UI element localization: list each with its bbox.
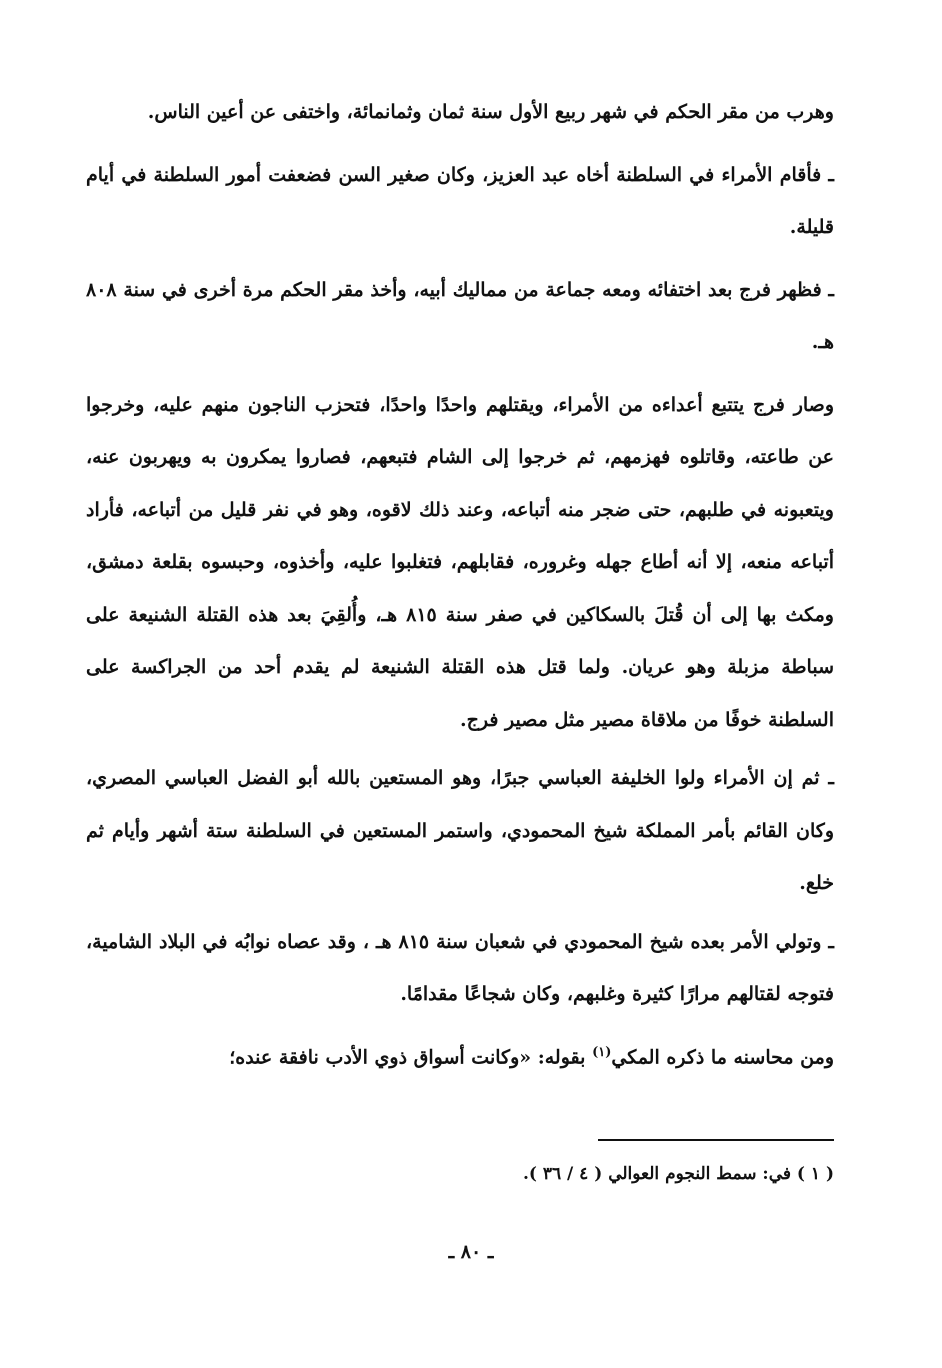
page-body xyxy=(86,86,834,1083)
paragraph-1: وهرب من مقر الحكم في شهر ربيع الأول سنة ثمان وثمانمائة، واختفى عن أعين الناس. xyxy=(147,101,834,123)
paragraph-7-end: بقوله: «وكانت أسواق ذوي الأدب نافقة عنده؛ xyxy=(229,1045,593,1068)
paragraph-4: وصار فرج يتتبع أعداءه من الأمراء، ويقتلهم واحدًا واحدًا، فتحزب الناجون منهم عليه، وخرجوا عن طاعته، وقاتلوه فهزمهم، ثم خرجوا إلى الشام فتبعهم، فصاروا يمكرون به ويهربون عنه، ويتعبونه في طلبهم، حتى ضجر منه أتباعه، وعند ذلك لاقوه، وهو في نفر قليل من أتباعه، فأراد أتباعه منعه، إلا أنه أطاع جهله وغروره، فقابلهم، فتغلبوا عليه، وأخذوه، وحبسوه بقلعة دمشق، ومكث بها إلى أن قُتلَ بالسكاكين في صفر سنة ٨١٥ هـ، وأُلقِيَ بعد هذه القتلة الشنيعة على سباطة مزبلة وهو عريان. ولما قتل هذه القتلة الشنيعة لم يقدم أحد من الجراكسة على السلطنة خوفًا من ملاقاة مصير مثل مصير فرج. xyxy=(86,393,834,731)
paragraph-7 xyxy=(86,1027,834,1084)
page-number: ـ ٨٠ ـ xyxy=(448,1241,494,1263)
paragraph-5: ـ ثم إن الأمراء ولوا الخليفة العباسي جبرًا، وهو المستعين بالله أبو الفضل العباسي المصري، وكان القائم بأمر المملكة شيخ المحمودي، واستمر المستعين في السلطنة ستة أشهر وأيام ثم خلع. xyxy=(86,767,834,894)
paragraph-6: ـ وتولي الأمر بعده شيخ المحمودي في شعبان سنة ٨١٥ هـ ، وقد عصاه نوابُه في البلاد الشامية، فتوجه لقتالهم مرارًا كثيرة وغلبهم، وكان شجاعًا مقدامًا. xyxy=(86,930,834,1005)
paragraph-7-start: ومن محاسنه ما ذكره المكي xyxy=(611,1045,834,1068)
footnote-reference: (١) xyxy=(592,1044,612,1060)
paragraph-2: ـ فأقام الأمراء في السلطنة أخاه عبد العزيز، وكان صغير السن فضعفت أمور السلطنة في أيام قليلة. xyxy=(86,163,834,238)
footnote-divider xyxy=(598,1139,834,1141)
footnote: ( ١ ) في: سمط النجوم العوالي ( ٤ / ٣٦ ). xyxy=(522,1164,834,1184)
paragraph-3: ـ فظهر فرج بعد اختفائه ومعه جماعة من مماليك أبيه، وأخذ مقر الحكم مرة أخرى في سنة ٨٠٨ هـ. xyxy=(86,278,834,353)
